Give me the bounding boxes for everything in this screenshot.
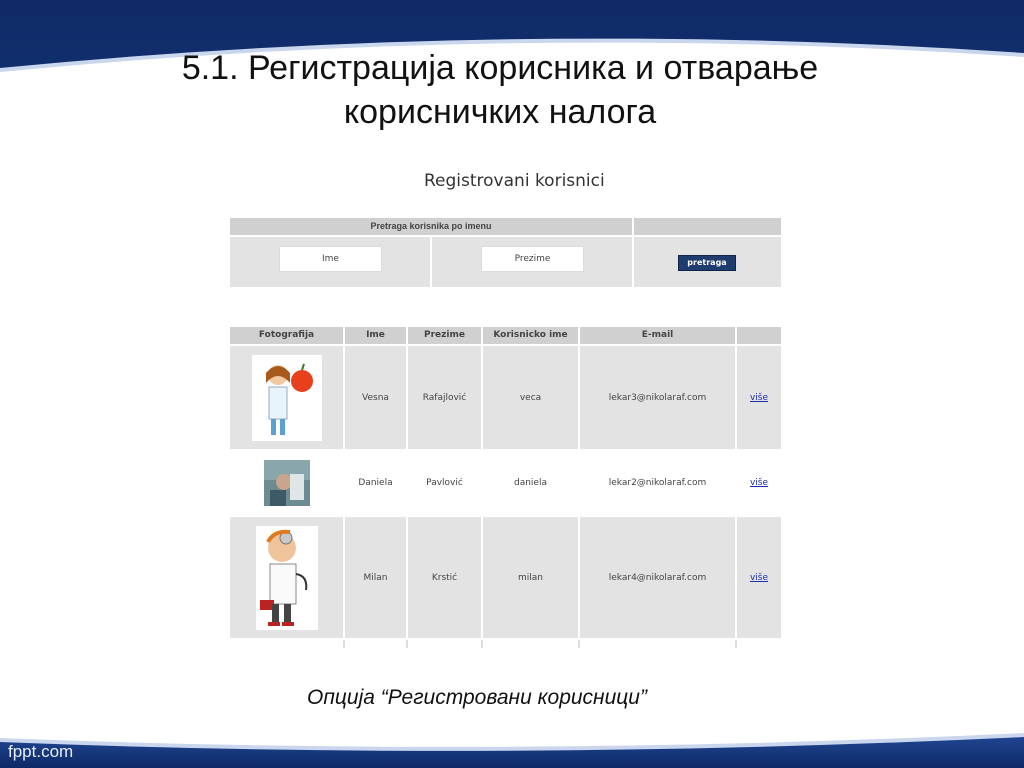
slide-title bbox=[60, 46, 940, 134]
brand-watermark: fppt.com bbox=[8, 742, 74, 761]
doctor-cartoon-icon bbox=[256, 526, 318, 630]
column-header bbox=[737, 327, 781, 344]
divider bbox=[481, 640, 483, 648]
first-name-cell: Vesna bbox=[345, 346, 406, 449]
table-row-photo-cell bbox=[230, 451, 343, 515]
doctor-woman-apple-icon bbox=[252, 355, 322, 441]
divider bbox=[406, 640, 408, 648]
column-header: Korisnicko ime bbox=[483, 327, 578, 344]
search-header-label: Pretraga korisnika po imenu bbox=[230, 218, 632, 235]
username-cell: daniela bbox=[483, 451, 578, 515]
email-cell: lekar3@nikolaraf.com bbox=[580, 346, 735, 449]
more-link[interactable]: više bbox=[737, 451, 781, 515]
search-button[interactable]: pretraga bbox=[678, 255, 736, 271]
table-row-photo-cell bbox=[230, 517, 343, 638]
slide-title-line1: 5.1. Регистрација корисника и отварање bbox=[181, 49, 819, 87]
email-cell: lekar2@nikolaraf.com bbox=[580, 451, 735, 515]
username-cell: veca bbox=[483, 346, 578, 449]
first-name-cell: Milan bbox=[345, 517, 406, 638]
page-heading: Registrovani korisnici bbox=[424, 171, 605, 191]
more-link[interactable]: više bbox=[737, 346, 781, 449]
search-header-empty bbox=[634, 218, 781, 235]
last-name-cell: Rafajlović bbox=[408, 346, 481, 449]
divider bbox=[578, 640, 580, 648]
username-cell: milan bbox=[483, 517, 578, 638]
divider bbox=[735, 640, 737, 648]
divider bbox=[343, 640, 345, 648]
column-header: Prezime bbox=[408, 327, 481, 344]
slide-caption: Опција “Регистровани корисници” bbox=[307, 686, 647, 709]
last-name-cell: Pavlović bbox=[408, 451, 481, 515]
dentist-photo-icon bbox=[264, 460, 310, 506]
slide-title-line2: корисничких налога bbox=[343, 93, 657, 131]
more-link[interactable]: više bbox=[737, 517, 781, 638]
column-header: Fotografija bbox=[230, 327, 343, 344]
last-name-cell: Krstić bbox=[408, 517, 481, 638]
first-name-cell: Daniela bbox=[345, 451, 406, 515]
column-header: Ime bbox=[345, 327, 406, 344]
column-header: E-mail bbox=[580, 327, 735, 344]
table-row-photo-cell bbox=[230, 346, 343, 449]
last-name-input[interactable]: Prezime bbox=[481, 246, 584, 272]
search-panel-header bbox=[230, 218, 781, 235]
first-name-input[interactable]: Ime bbox=[279, 246, 382, 272]
email-cell: lekar4@nikolaraf.com bbox=[580, 517, 735, 638]
